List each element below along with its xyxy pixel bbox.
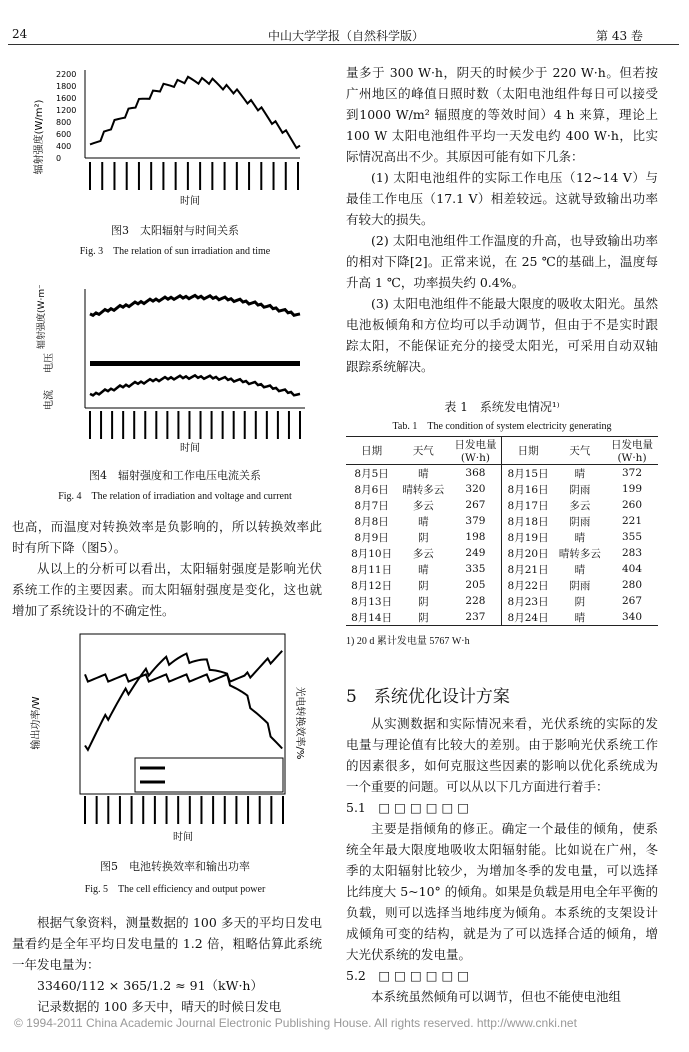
fig4-xticks [90,411,300,439]
fig5-power-curve [85,654,282,750]
table-cell: 335 [449,561,502,577]
table-cell: 晴 [418,563,429,576]
right-paragraph-2: (1) 太阳电池组件的实际工作电压（12~14 V）与最佳工作电压（17.1 V）相差较远。这就导致输出功率有较大的损失。 [346,170,658,227]
left-paragraph-2: 从以上的分析可以看出，太阳辐射强度是影响光伏系统工作的主要因素。而太阳辐射强度是变化，这也就增加了系统设计的不确定性。 [12,561,322,618]
fig3-ytick-label: 600 [56,130,72,139]
fig3-ytick-label: 2200 [56,70,77,79]
right-paragraph-3: (2) 太阳电池组件工作温度的升高，也导致输出功率的相对下降[2]。正常来说，在 25 ℃的基础上，温度每升高 1 ℃，功率损失约 0.4%。 [346,233,658,290]
left-paragraph-4: 记录数据的 100 多天中，晴天的时候日发电 [37,999,282,1014]
fig4-current-curve [90,375,300,395]
table-cell: 283 [621,547,643,559]
table-cell: 260 [621,499,643,511]
table-cell: 205 [449,577,502,593]
table-header-row [346,437,658,465]
table-row [346,609,658,626]
copyright-footer: © 1994-2011 China Academic Journal Electronic Publishing House. All rights reserved. http://www.cnki.net [14,1016,577,1030]
table-cell: 199 [621,483,643,495]
generation-table [346,436,658,626]
th-date-1: 日期 [361,445,383,457]
section-5-paragraph-1: 从实测数据和实际情况来看，光伏系统的实际的发电量与理论值有比较大的差别。由于影响光伏系统工作的因素很多，如何克服这些因素的影响以优化系统成为一个重要的问题。可以从以下几方面进行着手： [346,716,658,794]
fig3-caption-en: Fig. 3 The relation of sun irradiation and time [79,246,271,257]
fig3-ytick-label: 1800 [56,82,77,91]
fig4-xlabel: 时间 [180,443,200,454]
fig5-caption-en: Fig. 5 The cell efficiency and output power [84,884,266,895]
table-cell: 晴 [574,611,586,624]
table-cell: 8月21日 [507,563,549,576]
fig4-voltage-band [90,361,300,366]
table-cell: 晴转多云 [558,547,601,560]
journal-title: 中山大学学报（自然科学版） [268,29,425,43]
table-cell: 355 [621,531,643,543]
fig5-caption-cn: 图5 电池转换效率和输出功率 [100,860,250,873]
table-title-en: Tab. 1 The condition of system electricity generating [392,421,612,432]
fig5-ylabel-left: 输出功率/W [31,696,42,750]
fig3-ytick-label: 400 [56,142,72,151]
table-row [346,545,658,561]
table-cell: 8月11日 [351,563,393,576]
table-row [346,497,658,513]
table-cell: 阴 [418,611,429,624]
left-paragraph-3: 根据气象资料，测量数据的 100 多天的平均日发电量看约是全年平均日发电量的 1.2 倍，粗略估算此系统一年发电量为： [12,915,322,972]
table-cell: 8月12日 [351,579,393,592]
table-cell: 阴 [418,579,429,592]
table-cell: 8月17日 [507,499,549,512]
right-paragraph-1: 量多于 300 W·h，阴天的时候少于 220 W·h。但若按广州地区的峰值日照时数（太阳电池组件每日可以接受到1000 W/m² 辐照度的等效时间）4 h 来算，理论上 100 W 太阳电池组件平均一天发电约 400 W·h，比实际情况高出不少。其原因可能有如下几条： [346,65,658,164]
fig3-ylabel: 辐射强度(W/m²) [34,99,45,175]
fig3-ytick-label: 1600 [56,94,77,103]
figure-5 [25,628,325,893]
table-cell: 多云 [412,547,434,560]
table-cell: 198 [449,529,502,545]
table-1 [346,398,658,647]
right-paragraph-4: (3) 太阳电池组件不能最大限度的吸收太阳光。虽然电池板倾角和方位均可以手动调节，但由于不是实时跟踪太阳，不能保证充分的接受太阳光，可采用自动双轴跟踪系统解决。 [346,296,658,374]
table-cell: 404 [621,563,643,575]
figure-4 [30,285,320,500]
fig3-ytick-label: 0 [56,154,62,163]
table-cell: 晴 [574,531,586,544]
table-row [346,561,658,577]
section-5-title: 5 系统优化设计方案 [346,687,510,707]
table-cell: 8月19日 [507,531,549,544]
th-power-1: 日发电量(W·h) [449,437,502,465]
subsection-5-2-title: 5.2 □ □ □ □ □ □ [346,968,470,983]
fig5-legend [135,758,283,792]
table-cell: 晴 [418,515,429,528]
table-cell: 267 [621,595,643,607]
table-cell: 249 [449,545,502,561]
table-cell: 多云 [569,499,591,512]
fig4-caption-en: Fig. 4 The relation of irradiation and voltage and current [58,491,292,502]
fig5-plot [25,628,325,846]
fig4-ylabel-mid: 电压 [44,353,55,373]
table-cell: 8月15日 [507,467,549,480]
table-cell: 8月13日 [351,595,393,608]
fig3-curve [90,77,300,148]
th-weather-1: 天气 [412,445,434,457]
figure-3 [30,62,320,257]
table-cell: 320 [449,481,502,497]
table-cell: 8月9日 [354,531,389,544]
fig5-ylabel-right: 光电转换效率/% [294,686,305,760]
table-row [346,513,658,529]
table-row [346,593,658,609]
table-cell: 8月14日 [351,611,393,624]
table-cell: 340 [621,611,643,623]
fig3-plot [30,62,320,212]
table-cell: 368 [449,465,502,482]
table-cell: 8月8日 [354,515,389,528]
table-title-cn: 表 1 系统发电情况¹⁾ [444,400,560,414]
table-cell: 267 [449,497,502,513]
table-cell: 晴转多云 [402,483,445,496]
table-cell: 多云 [412,499,434,512]
section-5 [346,682,658,1007]
table-cell: 237 [449,609,502,626]
table-cell: 晴 [574,563,586,576]
table-row [346,577,658,593]
section-5-paragraph-2: 主要是指倾角的修正。确定一个最佳的倾角，使系统全年最大限度地吸收太阳辐射能。比如说在广州，冬季的太阳辐射比较少，为增加冬季的发电量，可以选择比纬度大 5~10° 的倾角。如果是负载是用电全年平衡的负载，则可以选择当地纬度为倾角。本系统的支架设计成倾角可变的结构，就是为了可以选择合适的倾角，增大光伏系统的发电量。 [346,821,658,962]
table-cell: 8月16日 [507,483,549,496]
table-cell: 8月5日 [354,467,389,480]
table-cell: 阴雨 [569,483,591,496]
fig3-caption-cn: 图3 太阳辐射与时间关系 [111,224,239,237]
fig4-irradiation-curve [90,295,300,315]
fig3-yticks [56,70,76,163]
table-cell: 8月22日 [507,579,549,592]
fig4-caption-cn: 图4 辐射强度和工作电压电流关系 [89,469,261,482]
table-cell: 阴雨 [569,579,591,592]
table-cell: 8月6日 [354,483,389,496]
table-cell: 晴 [574,467,586,480]
table-cell: 阴雨 [569,515,591,528]
left-paragraph-1: 也高，而温度对转换效率是负影响的，所以转换效率此时有所下降（图5）。 [12,519,322,555]
table-row [346,465,658,482]
left-column-upper [12,516,322,621]
table-cell: 晴 [418,467,429,480]
table-cell: 280 [621,579,643,591]
fig3-xticks [90,162,298,190]
table-cell: 阴 [574,595,586,608]
table-cell: 8月10日 [351,547,393,560]
fig3-ytick-label: 1200 [56,106,77,115]
equation: 33460/112 × 365/1.2 ≈ 91（kW·h） [37,978,263,993]
table-cell: 8月20日 [507,547,549,560]
left-column-lower [12,912,322,1017]
table-row [346,529,658,545]
table-cell: 228 [449,593,502,609]
header-rule [8,44,679,45]
right-column-upper [346,62,658,377]
table-cell: 阴 [418,595,429,608]
table-cell: 372 [621,467,643,479]
table-cell: 8月7日 [354,499,389,512]
table-cell: 阴 [418,531,429,544]
fig4-ylabel-bot: 电流 [44,390,55,410]
table-cell: 221 [621,515,643,527]
section-5-paragraph-3: 本系统虽然倾角可以调节，但也不能使电池组 [371,989,622,1004]
th-weather-2: 天气 [569,445,591,457]
table-note: 1) 20 d 累计发电量 5767 W·h [346,636,470,647]
fig5-xticks [85,796,283,824]
th-power-2: 日发电量(W·h) [611,439,653,464]
table-cell: 8月23日 [507,595,549,608]
volume-label: 第 43 卷 [596,29,643,43]
table-cell: 8月18日 [507,515,549,528]
fig4-plot [30,285,320,455]
fig5-xlabel: 时间 [173,832,193,843]
subsection-5-1-title: 5.1 □ □ □ □ □ □ [346,800,470,815]
page-number: 24 [12,27,28,41]
table-body [346,465,658,626]
table-row [346,481,658,497]
page-header [0,0,689,43]
table-cell: 379 [449,513,502,529]
th-date-2: 日期 [517,445,539,457]
table-cell: 8月24日 [507,611,549,624]
fig3-xlabel: 时间 [180,196,200,207]
fig3-ytick-label: 800 [56,118,72,127]
fig4-ylabel-top: 辐射强度(W·m⁻²) [37,285,47,349]
